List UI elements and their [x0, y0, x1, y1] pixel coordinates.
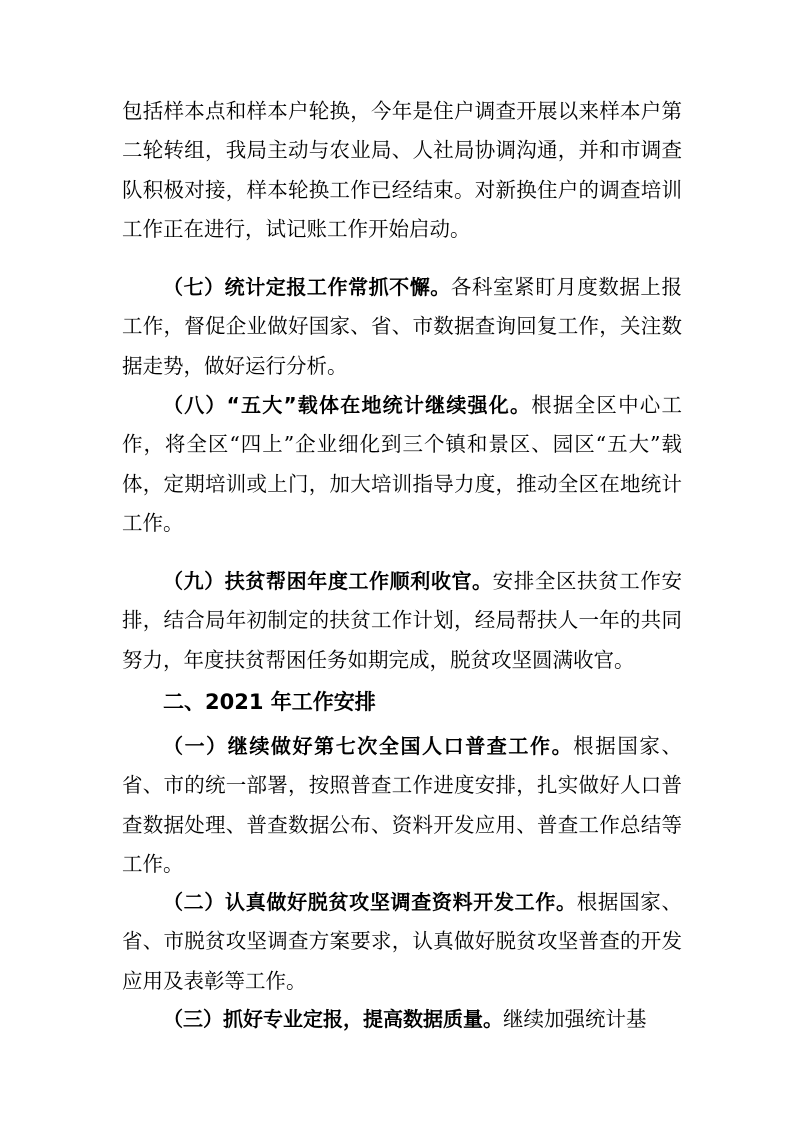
paragraph-text: 继续加强统计基 [503, 1007, 647, 1031]
paragraph-text: 根据全区中心工作，将全区“四上”企业细化到三个镇和景区、园区“五大”载体，定期培训或上门，加大培训指导力度，推动全区在地统计工作。 [122, 393, 683, 535]
paragraph-text: 根据国家、省、市的统一部署，按照普查工作进度安排，扎实做好人口普查数据处理、普查数据公布、资料开发应用、普查工作总结等工作。 [122, 734, 683, 876]
section-heading: 二、2021 年工作安排 [163, 690, 376, 714]
paragraph-data-quality [122, 1000, 682, 1039]
paragraph-lead: （三）抓好专业定报，提高数据质量。 [163, 1007, 503, 1031]
paragraph-text: 安排全区扶贫工作安排，结合局年初制定的扶贫工作计划，经局帮扶人一年的共同努力，年度扶贫帮困任务如期完成，脱贫攻坚圆满收官。 [122, 569, 683, 672]
paragraph-lead: （八）“五大”载体在地统计继续强化。 [163, 393, 532, 417]
paragraph-poverty-survey [122, 883, 682, 1001]
paragraph-lead: （九）扶贫帮困年度工作顺利收官。 [163, 569, 493, 593]
paragraph-lead: （一）继续做好第七次全国人口普查工作。 [163, 734, 574, 758]
paragraph-text: 各科室紧盯月度数据上报工作，督促企业做好国家、省、市数据查询回复工作，关注数据走势，做好运行分析。 [122, 275, 682, 378]
paragraph-poverty-relief [122, 562, 682, 680]
paragraph-census [122, 727, 682, 884]
paragraph-five-carriers [122, 386, 682, 543]
paragraph-sample-rotation [122, 92, 682, 249]
paragraph-text: 包括样本点和样本户轮换，今年是住户调查开展以来样本户第二轮转组，我局主动与农业局、人社局协调沟通，并和市调查队积极对接，样本轮换工作已经结束。对新换住户的调查培训工作正在进行，试记账工作开始启动。 [122, 99, 682, 241]
paragraph-text: 根据国家、省、市脱贫攻坚调查方案要求，认真做好脱贫攻坚普查的开发应用及表彰等工作。 [122, 890, 682, 993]
paragraph-lead: （二）认真做好脱贫攻坚调查资料开发工作。 [163, 890, 577, 914]
paragraph-lead: （七）统计定报工作常抓不懈。 [163, 275, 451, 299]
paragraph-regular-reporting [122, 268, 682, 386]
